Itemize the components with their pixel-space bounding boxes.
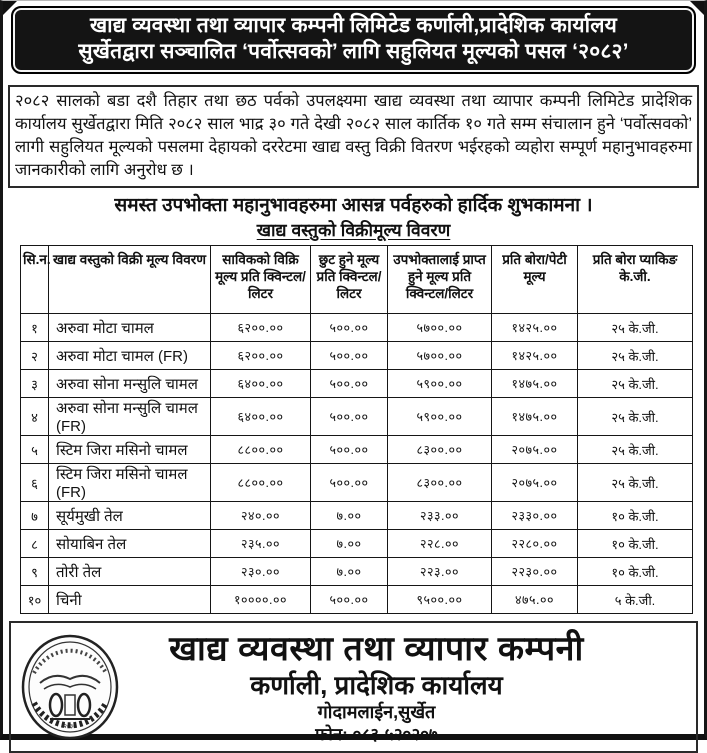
sn-cell: ८	[21, 530, 49, 558]
consumer-price-cell: ५७००.००	[388, 314, 492, 342]
packing-cell: १० के.जी.	[578, 502, 693, 530]
item-cell: स्टिम जिरा मसिनो चामल (FR)	[49, 464, 211, 502]
sn-cell: ९	[21, 558, 49, 586]
packing-cell: ५ के.जी.	[578, 586, 693, 614]
item-cell: सोयाबिन तेल	[49, 530, 211, 558]
consumer-price-cell: ५९००.००	[388, 398, 492, 436]
sn-cell: ३	[21, 370, 49, 398]
footer	[9, 621, 698, 753]
item-cell: अरुवा मोटा चामल	[49, 314, 211, 342]
table-row	[21, 530, 693, 558]
sn-cell: ५	[21, 436, 49, 464]
header-discount-amount: छुट हुने मूल्य प्रति क्विन्टल/ लिटर	[311, 246, 388, 314]
header-previous-price: साविकको विक्रि मूल्य प्रति क्विन्टल/लिटर	[211, 246, 311, 314]
consumer-price-cell: २२८.००	[388, 530, 492, 558]
banner-line-2: सुर्खेतद्वारा सञ्चालित ‘पर्वोत्सवको’ लागि सहुलियत मूल्यको पसल ‘२०८२’	[78, 40, 629, 63]
packing-cell: २५ के.जी.	[578, 342, 693, 370]
footer-office: कर्णाली, प्रादेशिक कार्यालय	[250, 669, 503, 700]
previous-price-cell: ६२००.००	[211, 314, 311, 342]
discount-cell: ५००.००	[311, 398, 388, 436]
packing-cell: १० के.जी.	[578, 558, 693, 586]
price-table	[20, 245, 693, 614]
previous-price-cell: २३५.००	[211, 530, 311, 558]
discount-cell: ७.००	[311, 502, 388, 530]
table-row	[21, 464, 693, 502]
table-header-row	[21, 246, 693, 314]
header-consumer-price: उपभोक्तालाई प्राप्त हुने मूल्य प्रति क्विन्टल/लिटर	[388, 246, 492, 314]
packing-cell: २५ के.जी.	[578, 314, 693, 342]
packing-cell: २५ के.जी.	[578, 370, 693, 398]
discount-cell: ५००.००	[311, 586, 388, 614]
table-row	[21, 370, 693, 398]
discount-cell: ५००.००	[311, 436, 388, 464]
per-sack-price-cell: १४७५.००	[492, 398, 578, 436]
table-row	[21, 342, 693, 370]
discount-cell: ७.००	[311, 530, 388, 558]
svg-text:२०३०: २०३०	[63, 724, 77, 730]
table-row	[21, 436, 693, 464]
discount-cell: ५००.००	[311, 342, 388, 370]
footer-phone: फोन: ०८३-५२०२०७	[315, 724, 438, 744]
per-sack-price-cell: १४२५.००	[492, 342, 578, 370]
footer-address: गोदामलाईन,सुर्खेत	[317, 701, 436, 722]
sn-cell: ६	[21, 464, 49, 502]
item-cell: तोरी तेल	[49, 558, 211, 586]
table-title: खाद्य वस्तुको विक्रीमूल्य विवरण	[256, 220, 451, 240]
table-row	[21, 398, 693, 436]
company-seal-icon	[20, 633, 120, 741]
per-sack-price-cell: १४२५.००	[492, 314, 578, 342]
previous-price-cell: १००००.००	[211, 586, 311, 614]
header-item-description: खाद्य वस्तुको विक्री मूल्य विवरण	[49, 246, 211, 314]
table-row	[21, 314, 693, 342]
discount-cell: ५००.००	[311, 464, 388, 502]
footer-org-name: खाद्य व्यवस्था तथा व्यापार कम्पनी	[169, 629, 584, 668]
discount-cell: ५००.००	[311, 370, 388, 398]
previous-price-cell: २३०.००	[211, 558, 311, 586]
packing-cell: १० के.जी.	[578, 530, 693, 558]
sn-cell: ७	[21, 502, 49, 530]
previous-price-cell: ६२००.००	[211, 342, 311, 370]
packing-cell: २५ के.जी.	[578, 436, 693, 464]
sn-cell: २	[21, 342, 49, 370]
header-packing-size: प्रति बोरा प्याकिङ के.जी.	[578, 246, 693, 314]
consumer-price-cell: ५९००.००	[388, 370, 492, 398]
per-sack-price-cell: २०७५.००	[492, 464, 578, 502]
per-sack-price-cell: २०७५.००	[492, 436, 578, 464]
discount-cell: ७.००	[311, 558, 388, 586]
table-row	[21, 586, 693, 614]
consumer-price-cell: ५७००.००	[388, 342, 492, 370]
footer-text-block	[123, 629, 690, 746]
consumer-price-cell: ८३००.००	[388, 464, 492, 502]
per-sack-price-cell: १४७५.००	[492, 370, 578, 398]
item-cell: स्टिम जिरा मसिनो चामल	[49, 436, 211, 464]
header-per-sack-price: प्रति बोरा/पेटी मूल्य	[492, 246, 578, 314]
item-cell: सूर्यमुखी तेल	[49, 502, 211, 530]
previous-price-cell: ८८००.००	[211, 436, 311, 464]
item-cell: अरुवा मोटा चामल (FR)	[49, 342, 211, 370]
banner-line-1: खाद्य व्यवस्था तथा व्यापार कम्पनी लिमिटेड कर्णाली,प्रादेशिक कार्यालय	[89, 14, 618, 37]
company-logo	[17, 633, 123, 741]
previous-price-cell: ६४००.००	[211, 370, 311, 398]
per-sack-price-cell: २२३०.००	[492, 558, 578, 586]
consumer-price-cell: ९५००.००	[388, 586, 492, 614]
consumer-price-cell: २२३.००	[388, 558, 492, 586]
per-sack-price-cell: ४७५.००	[492, 586, 578, 614]
previous-price-cell: २४०.००	[211, 502, 311, 530]
sn-cell: १	[21, 314, 49, 342]
per-sack-price-cell: २२८०.००	[492, 530, 578, 558]
packing-cell: २५ के.जी.	[578, 398, 693, 436]
table-row	[21, 558, 693, 586]
item-cell: अरुवा सोना मन्सुलि चामल	[49, 370, 211, 398]
notice-paragraph: २०८२ सालको बडा दशै तिहार तथा छठ पर्वको उपलक्ष्यमा खाद्य व्यवस्था तथा व्यापार कम्पनी लिमिटेड प्रादेशिक कार्यालय सुर्खेतद्वारा मिति २०८२ साल भाद्र ३० गते देखी २०८२ साल कार्तिक १० गते सम्म संचालान हुने ‘पर्वोत्सवको’ लागी सहुलियत मूल्यको पसलमा देहायको दररेटमा खाद्य वस्तु विक्री वितरण भईरहको व्यहोरा सम्पूर्ण महानुभावहरुमा जानकारीको लागि अनुरोध छ ।	[8, 85, 699, 188]
per-sack-price-cell: २३३०.००	[492, 502, 578, 530]
item-cell: अरुवा सोना मन्सुलि चामल (FR)	[49, 398, 211, 436]
price-table-body	[21, 314, 693, 614]
consumer-price-cell: ८३००.००	[388, 436, 492, 464]
discount-cell: ५००.००	[311, 314, 388, 342]
consumer-price-cell: २३३.००	[388, 502, 492, 530]
greeting-line: समस्त उपभोक्ता महानुभावहरुमा आसन्न पर्वहरुको हार्दिक शुभकामना ।	[114, 195, 593, 216]
packing-cell: २५ के.जी.	[578, 464, 693, 502]
header-serial-no: सि.न.	[21, 246, 49, 314]
sn-cell: १०	[21, 586, 49, 614]
sn-cell: ४	[21, 398, 49, 436]
title-banner	[11, 6, 696, 74]
previous-price-cell: ८८००.००	[211, 464, 311, 502]
item-cell: चिनी	[49, 586, 211, 614]
previous-price-cell: ६४००.००	[211, 398, 311, 436]
table-row	[21, 502, 693, 530]
